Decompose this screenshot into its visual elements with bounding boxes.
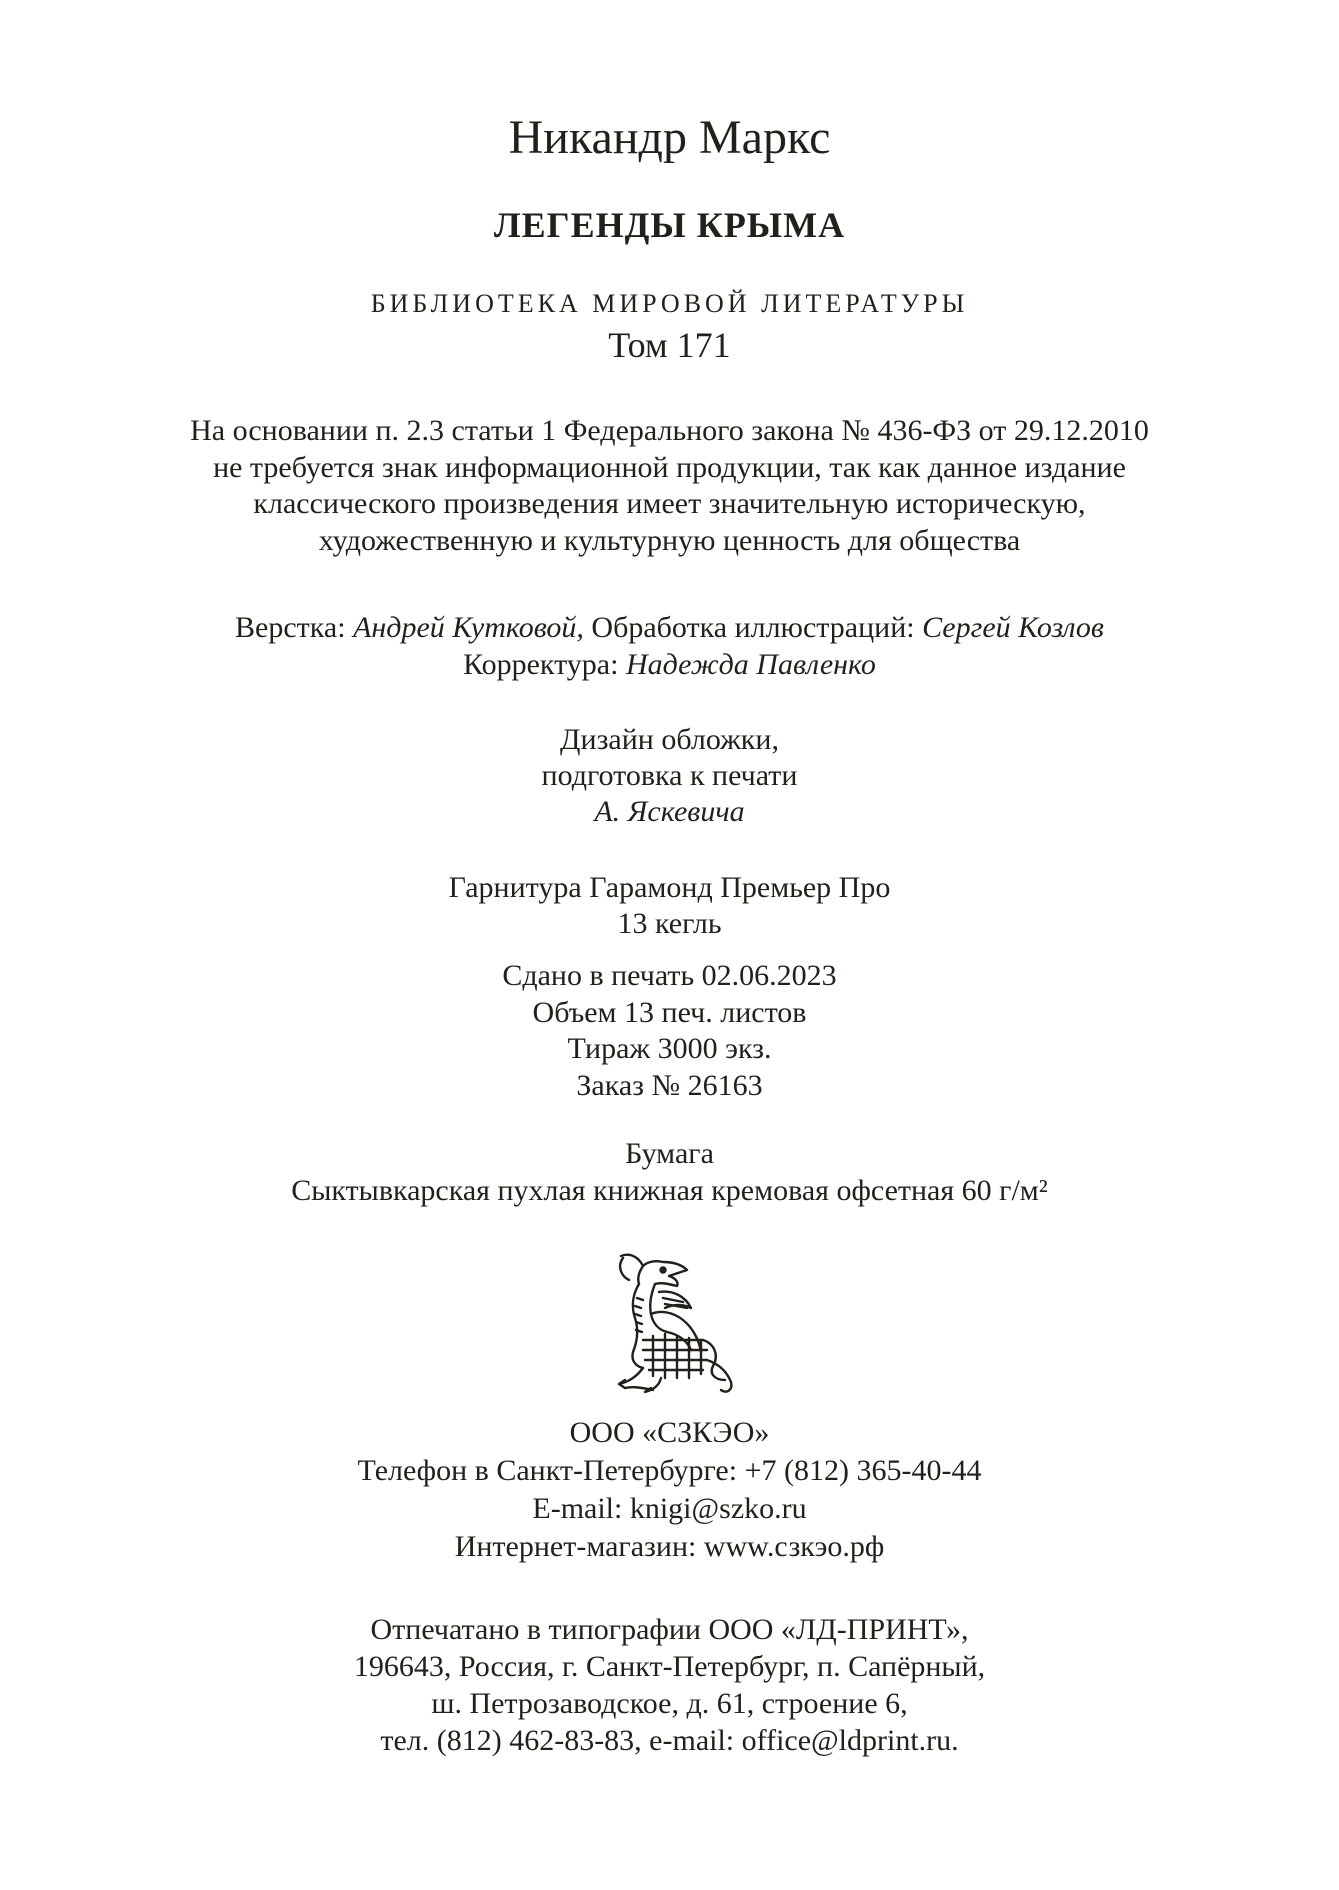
paper-label: Бумага [625,1137,714,1170]
book-author: Никандр Маркс [508,111,831,164]
layout-name: Андрей Кутковой, [353,611,584,644]
credits-line-proofreading [0,646,1339,683]
printer-line: тел. (812) 462-83-83, e-mail: office@ldprint.ru. [380,1724,959,1757]
paper-description: Сыктывкарская пухлая книжная кремовая офсетная 60 г/м² [291,1173,1048,1207]
printer-line: Отпечатано в типографии ООО «ЛД-ПРИНТ», [370,1613,969,1646]
circulation: Тираж 3000 экз. [567,1032,772,1065]
font-info [0,870,1339,942]
legal-notice-line: классического произведения имеет значительную историческую, [253,487,1086,520]
credits-line-layout [0,609,1339,646]
credits [0,609,1339,683]
layout-label: Верстка: [235,611,354,644]
cover-design [0,722,1339,830]
legal-notice-line: не требуется знак информационной продукции, так как данное издание [213,450,1126,484]
legal-notice-line: художественную и культурную ценность для общества [318,523,1021,557]
paper-info [0,1136,1339,1209]
order-number: Заказ № 26163 [576,1068,763,1102]
legal-notice-line: На основании п. 2.3 статьи 1 Федерального закона № 436-ФЗ от 29.12.2010 [190,414,1149,447]
volume-number: Том 171 [608,325,731,365]
publisher-shop: Интернет-магазин: www.сзкэо.рф [454,1530,885,1563]
cover-design-line: Дизайн обложки, [560,723,779,756]
proofreading-label: Корректура: [463,648,626,681]
printer-line: ш. Петрозаводское, д. 61, строение 6, [431,1687,908,1720]
font-size: 13 кегль [617,907,722,940]
illustrations-name: Сергей Козлов [922,611,1104,644]
publisher-email: E-mail: knigi@szko.ru [532,1492,807,1525]
cover-design-line: подготовка к печати [541,759,798,792]
printer-info [0,1611,1339,1759]
series-name: БИБЛИОТЕКА МИРОВОЙ ЛИТЕРАТУРЫ [370,289,969,318]
legal-notice [0,413,1339,559]
submitted-date: Сдано в печать 02.06.2023 [502,959,837,992]
dragon-logo-icon [603,1248,743,1398]
proofreading-name: Надежда Павленко [625,648,876,681]
printer-line: 196643, Россия, г. Санкт-Петербург, п. Сапёрный, [353,1650,986,1683]
typeface: Гарнитура Гарамонд Премьер Про [448,871,891,904]
publisher-name: ООО «СЗКЭО» [569,1416,770,1449]
book-title: ЛЕГЕНДЫ КРЫМА [493,205,846,245]
print-info [0,958,1339,1104]
illustrations-label: Обработка иллюстраций: [583,611,923,644]
publisher-info [0,1414,1339,1566]
print-volume: Объем 13 печ. листов [532,995,807,1029]
cover-designer-name: А. Яскевича [594,795,745,828]
publisher-phone: Телефон в Санкт-Петербурге: +7 (812) 365-40-44 [357,1454,982,1487]
